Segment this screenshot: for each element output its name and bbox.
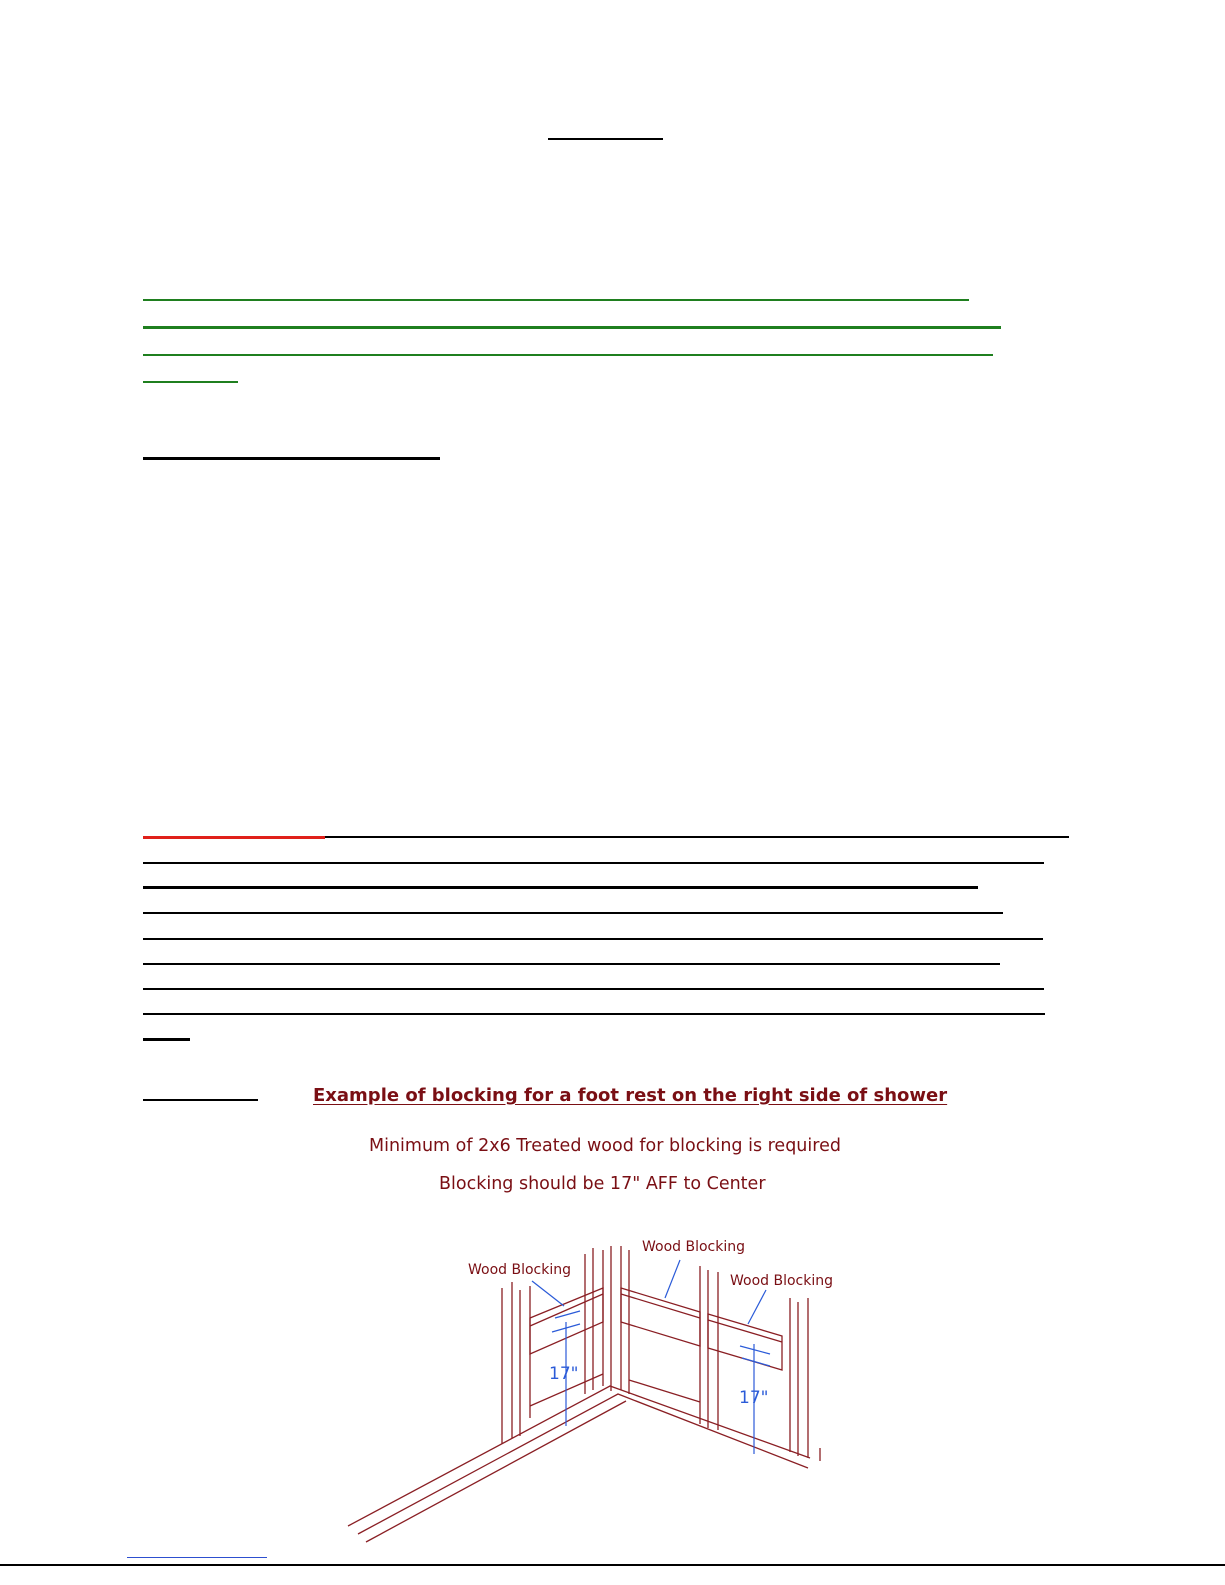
dimension-tick	[555, 1311, 580, 1318]
green-rule	[143, 381, 238, 383]
black-rule	[143, 988, 1044, 990]
black-rule	[143, 886, 978, 889]
floor-plate-line	[366, 1401, 626, 1542]
wood-blocking-label-left: Wood Blocking	[468, 1262, 572, 1278]
page-bottom-rule	[0, 1564, 1225, 1566]
dimension-label-right: 17"	[739, 1388, 769, 1408]
example-caption: Example of blocking for a foot rest on the right side of shower	[313, 1085, 948, 1106]
dimension-label-left: 17"	[549, 1364, 579, 1384]
black-rule	[143, 963, 1000, 965]
blocking-requirement-material: Minimum of 2x6 Treated wood for blocking is required	[369, 1136, 841, 1156]
black-rule	[143, 1013, 1045, 1015]
wood-blocking-label-center: Wood Blocking	[642, 1239, 746, 1255]
figure-label-underline	[143, 1099, 258, 1101]
green-rule	[143, 326, 1001, 329]
label-arrow	[532, 1281, 564, 1306]
wood-blocking-board	[708, 1314, 782, 1370]
blocking-requirement-height: Blocking should be 17" AFF to Center	[439, 1174, 766, 1194]
floor-plate-line	[358, 1394, 808, 1534]
black-rule	[143, 938, 1043, 940]
wood-blocking-board	[621, 1294, 700, 1318]
title-underline	[548, 138, 663, 140]
wood-blocking-label-right: Wood Blocking	[730, 1273, 834, 1289]
footer-link-underline	[127, 1557, 267, 1558]
black-rule	[325, 836, 1069, 838]
red-rule	[143, 836, 325, 839]
wood-blocking-board	[708, 1320, 782, 1342]
label-arrow	[748, 1290, 766, 1324]
black-rule	[143, 862, 1044, 864]
blocking-framing-drawing	[330, 1226, 850, 1548]
dimension-tick	[740, 1346, 770, 1354]
green-rule	[143, 354, 993, 356]
section-heading-underline	[143, 457, 440, 460]
dimension-tick	[742, 1358, 770, 1366]
green-rule	[143, 299, 969, 301]
bottom-plate-line	[629, 1380, 700, 1402]
wood-blocking-board	[530, 1294, 603, 1326]
wood-blocking-board	[621, 1288, 700, 1346]
label-arrow	[665, 1260, 680, 1298]
black-rule	[143, 912, 1003, 914]
black-rule	[143, 1038, 190, 1041]
